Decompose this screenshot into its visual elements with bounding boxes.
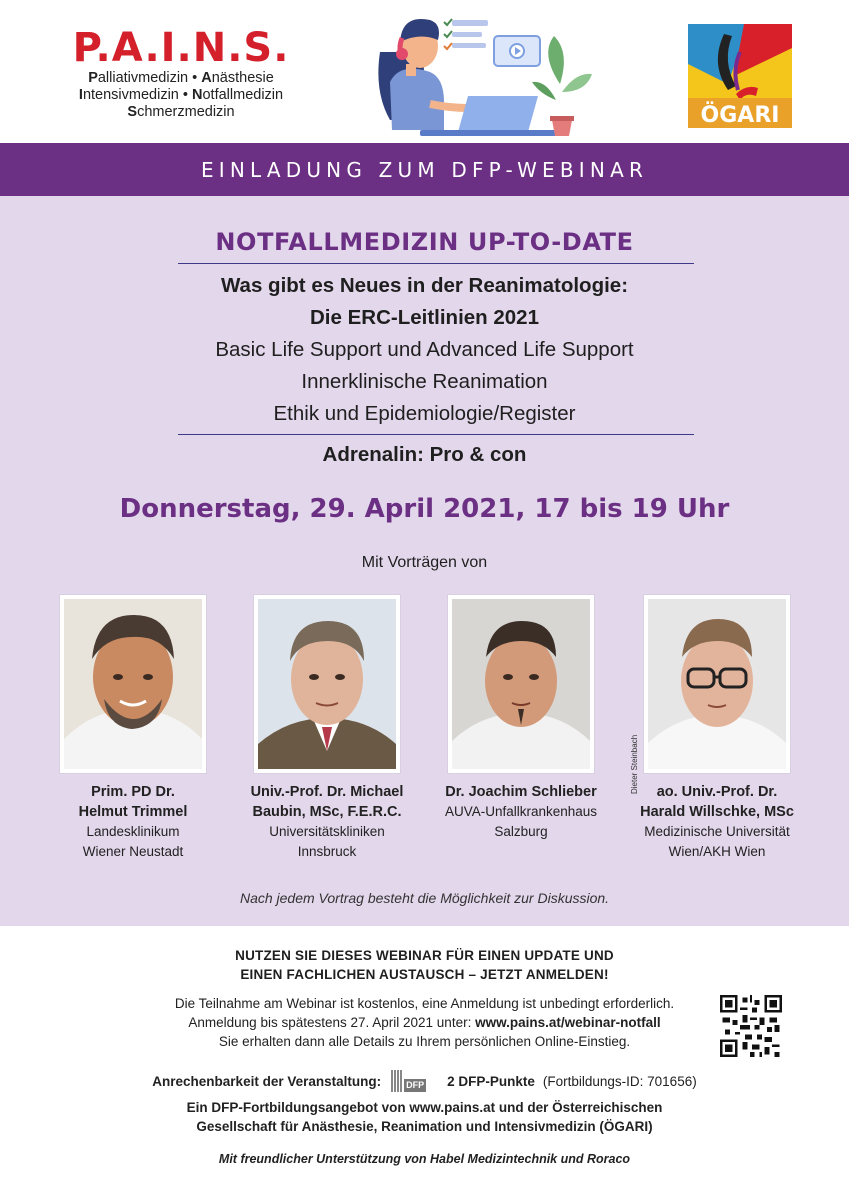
- speaker-card: [232, 595, 422, 862]
- topic-line-2: Die ERC-Leitlinien 2021: [310, 306, 539, 329]
- speaker-photo: [448, 595, 594, 773]
- dfp-id: (Fortbildungs-ID: 701656): [542, 1073, 697, 1089]
- organizer-line-1: Ein DFP-Fortbildungsangebot von www.pains.at und der Österreichischen: [186, 1100, 663, 1115]
- divider-bottom: [178, 434, 694, 435]
- invitation-band: [0, 143, 849, 196]
- organizer-line-2: Gesellschaft für Anästhesie, Reanimation und Intensivmedizin (ÖGARI): [196, 1119, 653, 1134]
- cta-headline: [0, 946, 849, 984]
- speaker-photo: [254, 595, 400, 773]
- dfp-credit-row: [0, 1070, 849, 1092]
- divider-top: [178, 263, 694, 264]
- sponsor-thanks: Mit freundlicher Unterstützung von Habel Medizintechnik und Roraco: [218, 1152, 631, 1166]
- speaker-photo: [60, 595, 206, 773]
- speaker-name-line-1: ao. Univ.-Prof. Dr.: [656, 784, 778, 800]
- topic-line-4: Innerklinische Reanimation: [301, 370, 548, 393]
- webinar-illustration: [360, 12, 600, 144]
- pains-logo-line-1: Palliativmedizin • Anästhesie: [88, 70, 274, 86]
- registration-deadline: Anmeldung bis spätestens 27. April 2021 unter:: [188, 1015, 476, 1030]
- dfp-label: Anrechenbarkeit der Veranstaltung:: [152, 1073, 382, 1089]
- speaker-name-line-1: Univ.-Prof. Dr. Michael: [250, 784, 404, 800]
- speaker-affiliation-line-2: Innsbruck: [297, 844, 357, 859]
- registration-line-3: Sie erhalten dann alle Details zu Ihrem persönlichen Online-Einstieg.: [218, 1034, 631, 1049]
- section-title: NOTFALLMEDIZIN UP-TO-DATE: [215, 228, 634, 256]
- header: [0, 0, 849, 143]
- cta-headline-line-1: NUTZEN SIE DIESES WEBINAR FÜR EINEN UPDATE UND: [235, 948, 614, 963]
- cta-headline-line-2: EINEN FACHLICHEN AUSTAUSCH – JETZT ANMELDEN!: [240, 967, 609, 982]
- topic-line-3: Basic Life Support und Advanced Life Support: [215, 338, 634, 361]
- topic-line-5: Ethik und Epidemiologie/Register: [273, 402, 576, 425]
- speaker-name-line-2: Helmut Trimmel: [78, 804, 188, 820]
- speaker-card: [426, 595, 616, 842]
- dfp-logo-text: DFP: [406, 1080, 425, 1090]
- dfp-logo: [391, 1070, 439, 1092]
- speaker-affiliation-line-1: Universitätskliniken: [269, 824, 385, 839]
- pains-logo[interactable]: [56, 26, 306, 121]
- ogari-logo[interactable]: [688, 24, 792, 128]
- main-section: [0, 196, 849, 926]
- speaker-card: [622, 595, 812, 862]
- speaker-name-line-2: Baubin, MSc, F.E.R.C.: [252, 804, 402, 820]
- pains-logo-line-2: Intensivmedizin • Notfallmedizin: [78, 87, 284, 103]
- speaker-card: [38, 595, 228, 862]
- pains-logo-line-3: Schmerzmedizin: [127, 104, 235, 120]
- speaker-affiliation-line-2: Salzburg: [494, 824, 548, 839]
- speaker-photo: [644, 595, 790, 773]
- speaker-affiliation-line-2: Wien/AKH Wien: [668, 844, 766, 859]
- speakers-intro: Mit Vorträgen von: [361, 554, 488, 571]
- ogari-logo-text: ÖGARI: [700, 103, 780, 128]
- extra-topic: Adrenalin: Pro & con: [322, 443, 527, 466]
- speaker-name-line-2: Harald Willschke, MSc: [640, 804, 794, 820]
- registration-line-1: Die Teilnahme am Webinar ist kostenlos, eine Anmeldung ist unbedingt erforderlich.: [174, 996, 675, 1011]
- topic-line-1: Was gibt es Neues in der Reanimatologie:: [220, 274, 629, 297]
- invitation-title: EINLADUNG ZUM DFP-WEBINAR: [200, 157, 649, 182]
- qr-code-icon[interactable]: [720, 995, 782, 1057]
- speaker-affiliation-line-2: Wiener Neustadt: [82, 844, 184, 859]
- photo-credit: Dieter Steinbach: [630, 734, 639, 794]
- checklist-icon: [444, 19, 488, 49]
- speaker-name-line-1: Dr. Joachim Schlieber: [445, 784, 597, 800]
- speaker-affiliation-line-1: Landesklinikum: [86, 824, 180, 839]
- organizer-info: [0, 1098, 849, 1136]
- dfp-points: 2 DFP-Punkte: [447, 1073, 535, 1089]
- registration-link[interactable]: www.pains.at/webinar-notfall: [475, 1015, 661, 1030]
- pains-logo-title: P.A.I.N.S.: [72, 25, 290, 71]
- speaker-affiliation-line-1: Medizinische Universität: [644, 824, 790, 839]
- footer: [0, 926, 849, 1200]
- discussion-note: Nach jedem Vortrag besteht die Möglichkeit zur Diskussion.: [239, 890, 610, 906]
- speaker-affiliation-line-1: AUVA-Unfallkrankenhaus: [444, 804, 598, 819]
- speaker-name-line-1: Prim. PD Dr.: [91, 784, 175, 800]
- event-date: Donnerstag, 29. April 2021, 17 bis 19 Uhr: [119, 494, 730, 524]
- headset-icon: [396, 48, 408, 60]
